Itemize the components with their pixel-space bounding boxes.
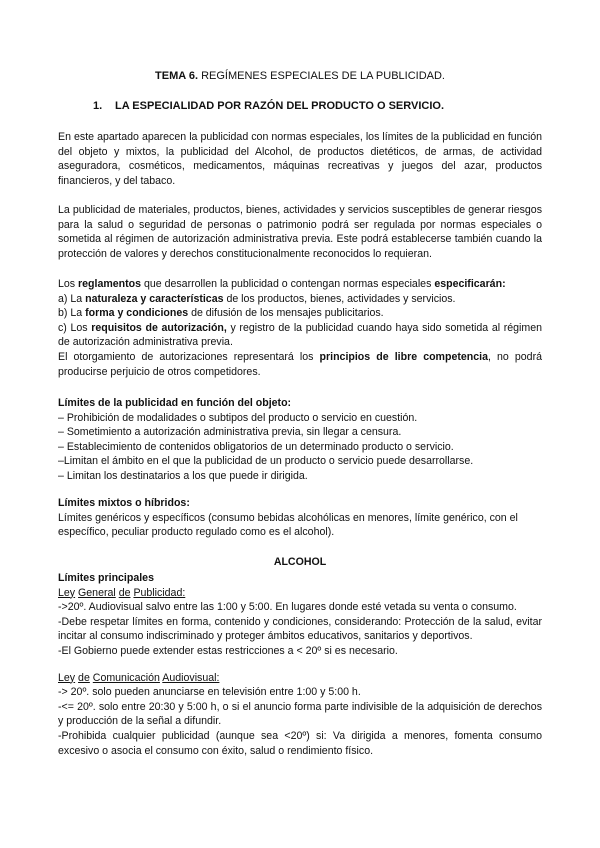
list-item: -> 20º. solo pueden anunciarse en televisión entre 1:00 y 5:00 h. xyxy=(58,686,361,699)
section-heading xyxy=(93,100,444,112)
ley-comunicacion-audiovisual-heading: Ley de Comunicación Audiovisual: xyxy=(58,671,220,684)
list-item: – Sometimiento a autorización administrativa previa, sin llegar a censura. xyxy=(58,426,402,439)
reglamentos-item-a: a) La naturaleza y características de los productos, bienes, actividades y servicios. xyxy=(58,292,456,305)
risk-paragraph: La publicidad de materiales, productos, bienes, actividades y servicios susceptibles de generar riesgos para la salud o seguridad de personas o patrimonio podrá ser regulada por normas especiales o sometida al régimen de autorización administrativa previa. Este podrá establecerse también cuando la protección de valores y derechos constitucionalmente reconocidos lo requieran. xyxy=(58,204,542,260)
list-item: – Prohibición de modalidades o subtipos del producto o servicio en cuestión. xyxy=(58,411,418,424)
page-title xyxy=(0,70,600,82)
intro-paragraph: En este apartado aparecen la publicidad con normas especiales, los límites de la publicidad en función del objeto y mixtos, la publicidad del Alcohol, de productos dietéticos, de armas, de actividad aseguradora, cosméticos, medicamentos, máquinas recreativas y juegos del azar, productos financieros, y del tabaco. xyxy=(58,131,542,187)
list-item: -El Gobierno puede extender estas restricciones a < 20º si es necesario. xyxy=(58,644,398,657)
limites-mixtos-text: Límites genéricos y específicos (consumo bebidas alcohólicas en menores, límite genérico, con el específico, peculiar producto regulado como es el alcohol). xyxy=(58,511,518,539)
list-item: -Debe respetar límites en forma, contenido y condiciones, considerando: Protección de la salud, evitar incitar al consumo indiscriminado y proteger ámbitos educativos, sanitarios y deportivos. xyxy=(58,615,542,643)
section-title: LA ESPECIALIDAD POR RAZÓN DEL PRODUCTO O SERVICIO. xyxy=(115,100,445,112)
list-item: -Prohibida cualquier publicidad (aunque sea <20º) si: Va dirigida a menores, fomenta consumo excesivo o asocia el consumo con éxito, salud o rendimiento físico. xyxy=(58,729,542,757)
limites-mixtos-heading: Límites mixtos o híbridos: xyxy=(58,497,190,509)
alcohol-heading: ALCOHOL xyxy=(273,556,327,568)
title-topic: TEMA 6. xyxy=(155,70,199,82)
reglamentos-item-c: c) Los requisitos de autorización, y registro de la publicidad cuando haya sido sometida al régimen de autorización administrativa previa. xyxy=(58,321,542,349)
reglamentos-otorgamiento: El otorgamiento de autorizaciones representará los principios de libre competencia, no podrá producirse perjuicio de otros competidores. xyxy=(58,350,542,378)
list-item: ->20º. Audiovisual salvo entre las 1:00 y 5:00. En lugares donde esté vetada su venta o consumo. xyxy=(58,601,517,614)
alcohol-subheading: Límites principales xyxy=(58,572,154,584)
list-item: –Limitan el ámbito en el que la publicidad de un producto o servicio puede desarrollarse. xyxy=(58,455,474,468)
section-number: 1. xyxy=(93,100,103,112)
list-item: – Limitan los destinatarios a los que puede ir dirigida. xyxy=(58,469,308,482)
limites-objeto-heading: Límites de la publicidad en función del objeto: xyxy=(58,397,292,409)
list-item: -<= 20º. solo entre 20:30 y 5:00 h, o si el anuncio forma parte indivisible de la adquisición de derechos y producción de la señal a difundir. xyxy=(58,700,542,728)
limites-mixtos-block xyxy=(58,496,542,540)
title-text: REGÍMENES ESPECIALES DE LA PUBLICIDAD. xyxy=(198,70,445,82)
alcohol-block xyxy=(58,571,542,758)
ley-general-publicidad-heading: Ley General de Publicidad: xyxy=(58,586,186,599)
reglamentos-block xyxy=(58,277,542,379)
limites-objeto-block xyxy=(58,396,542,484)
reglamentos-intro: Los reglamentos que desarrollen la publicidad o contengan normas especiales especificarán: xyxy=(58,278,506,290)
list-item: – Establecimiento de contenidos obligatorios de un determinado producto o servicio. xyxy=(58,440,454,453)
reglamentos-item-b: b) La forma y condiciones de difusión de los mensajes publicitarios. xyxy=(58,307,384,320)
